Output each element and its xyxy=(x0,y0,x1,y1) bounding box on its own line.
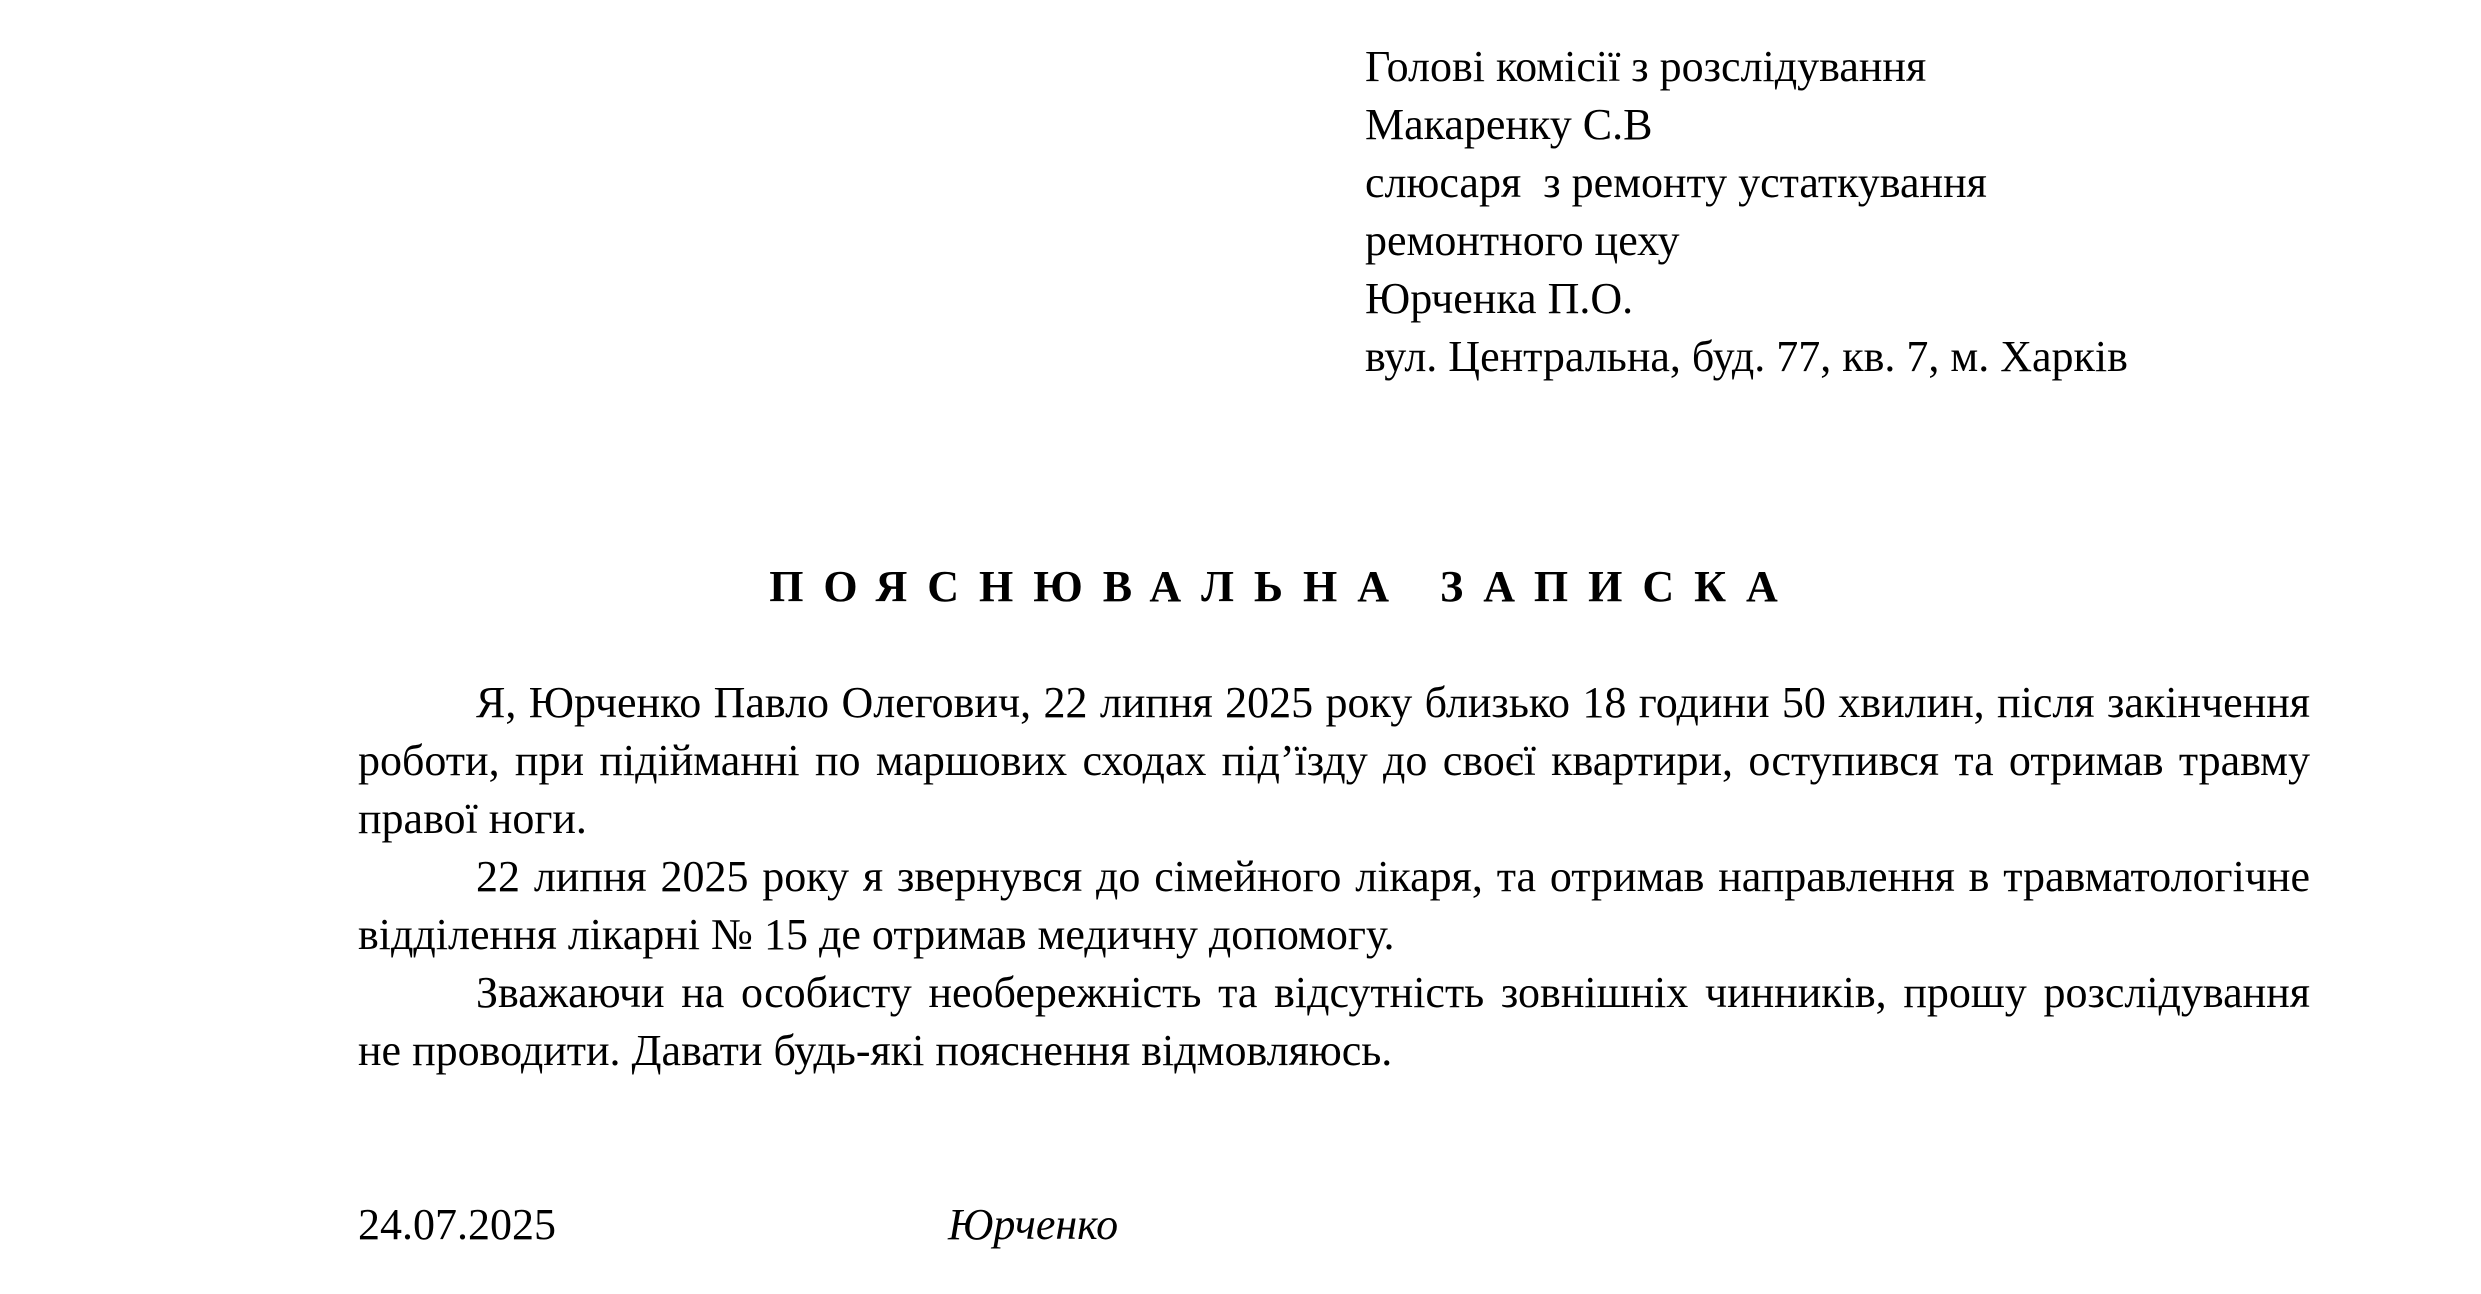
addressee-line: ремонтного цеху xyxy=(1365,216,1680,265)
addressee-line: слюсаря з ремонту устаткування xyxy=(1365,158,1987,207)
addressee-line: Юрченка П.О. xyxy=(1365,274,1634,323)
addressee-line: Голові комісії з розслідування xyxy=(1365,42,1927,91)
body-paragraph: Я, Юрченко Павло Олегович, 22 липня 2025 року близько 18 години 50 хвилин, після закінчення роботи, при підійманні по маршових сходах під’їзду до своєї квартири, оступився та отримав травму правої ноги. xyxy=(358,678,2310,843)
document-title: ПОЯСНЮВАЛЬНА ЗАПИСКА xyxy=(769,562,1798,611)
addressee-line: вул. Центральна, буд. 77, кв. 7, м. Харків xyxy=(1365,332,2128,381)
addressee-line: Макаренку С.В xyxy=(1365,100,1653,149)
document-date: 24.07.2025 xyxy=(358,1200,556,1249)
body-paragraph: Зважаючи на особисту необережність та відсутність зовнішніх чинників, прошу розслідування не проводити. Давати будь-які пояснення відмовляюсь. xyxy=(358,968,2310,1075)
body-paragraph: 22 липня 2025 року я звернувся до сімейного лікаря, та отримав направлення в травматологічне відділення лікарні № 15 де отримав медичну допомогу. xyxy=(358,852,2310,959)
addressee-block xyxy=(1365,38,2128,386)
document-body xyxy=(358,674,2310,1080)
signature: Юрченко xyxy=(948,1200,1119,1249)
